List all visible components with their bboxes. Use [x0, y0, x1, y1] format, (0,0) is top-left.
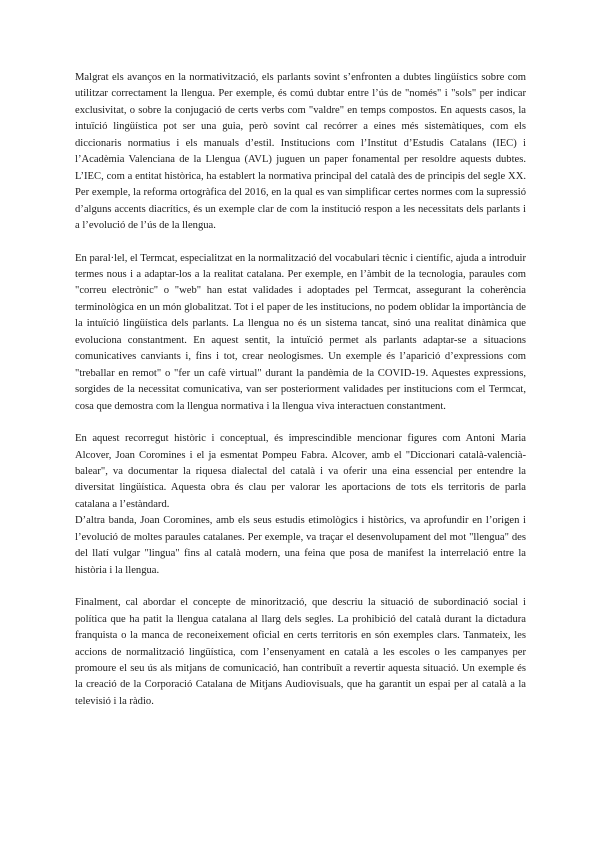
- paragraph-termcat: En paral·lel, el Termcat, especialitzat en la normalització del vocabulari tècnic i científic, ajuda a introduir termes nous i a adaptar-los a la realitat catalana. Per exemple, en l’àmbit de la tecnologia, paraules com "correu electrònic" o "web" han estat validades i adoptades pel Termcat, assegurant la coherència terminològica en un món globalitzat. Tot i el paper de les institucions, no podem oblidar la importància de la intuïció lingüística dels parlants. La llengua no és un sistema tancat, sinó una realitat dinàmica que evoluciona constantment. En aquest sentit, la intuïció permet als parlants adaptar-se a situacions comunicatives canviants i, fins i tot, crear neologismes. Un exemple és l’aparició d’expressions com "treballar en remot" o "fer un cafè virtual" durant la pandèmia de la COVID-19. Aquestes expressions, sorgides de la necessitat comunicativa, van ser posteriorment validades per institucions com el Termcat, cosa que demostra com la llengua normativa i la llengua viva interactuen constantment.: [75, 252, 526, 412]
- paragraph-gap: [75, 579, 526, 595]
- paragraph-coromines: D’altra banda, Joan Coromines, amb els seus estudis etimològics i històrics, va aprofundir en l’origen i l’evolució de moltes paraules catalanes. Per exemple, va traçar el desenvolupament del mot "llengua" des del llatí vulgar "lingua" fins al català modern, una feina que posa de manifest la interrelació entre la història i la llengua.: [75, 515, 526, 576]
- paragraph-gap: [75, 415, 526, 431]
- paragraph-normativitzacio: Malgrat els avanços en la normativització, els parlants sovint s’enfronten a dubtes lingüístics sobre com utilitzar correctament la llengua. Per exemple, és comú dubtar entre l’ús de "només" i "sols" per indicar exclusivitat, o sobre la conjugació de certs verbs com "valdre" en temps compostos. En aquests casos, la intuïció lingüística pot ser una guia, però sovint cal recórrer a eines més sistemàtiques, com els diccionaris normatius i els manuals d’estil. Institucions com l’Institut d’Estudis Catalans (IEC) i l’Acadèmia Valenciana de la Llengua (AVL) juguen un paper fonamental per resoldre aquests dubtes. L’IEC, com a entitat històrica, ha establert la normativa principal del català des de principis del segle XX. Per exemple, la reforma ortogràfica del 2016, en la qual es van simplificar certes normes com la supressió d’alguns accents diacrítics, és un exemple clar de com la institució respon a les necessitats dels parlants i a l’evolució de l’ús de la llengua.: [75, 72, 526, 232]
- paragraph-minoritzacio: Finalment, cal abordar el concepte de minorització, que descriu la situació de subordinació social i política que ha patit la llengua catalana al llarg dels segles. La prohibició del català durant la dictadura franquista o la manca de reconeixement oficial en certs territoris en són exemples clars. Tanmateix, les accions de normalització lingüística, com l’ensenyament en català a les escoles o les campanyes per promoure el seu ús als mitjans de comunicació, han contribuït a revertir aquesta situació. Un exemple és la creació de la Corporació Catalana de Mitjans Audiovisuals, que ha garantit un espai per al català a la televisió i la ràdio.: [75, 597, 526, 707]
- paragraph-alcover: En aquest recorregut històric i conceptual, és imprescindible mencionar figures com Antoni Maria Alcover, Joan Coromines i el ja esmentat Pompeu Fabra. Alcover, amb el "Diccionari català-valencià-balear", va documentar la riquesa dialectal del català i va oferir una eina essencial per entendre la diversitat lingüística. Aquesta obra és clau per valorar les aportacions de tots els territoris de parla catalana a l’estàndard.: [75, 433, 526, 510]
- paragraph-gap: [75, 235, 526, 251]
- document-body: [75, 70, 526, 710]
